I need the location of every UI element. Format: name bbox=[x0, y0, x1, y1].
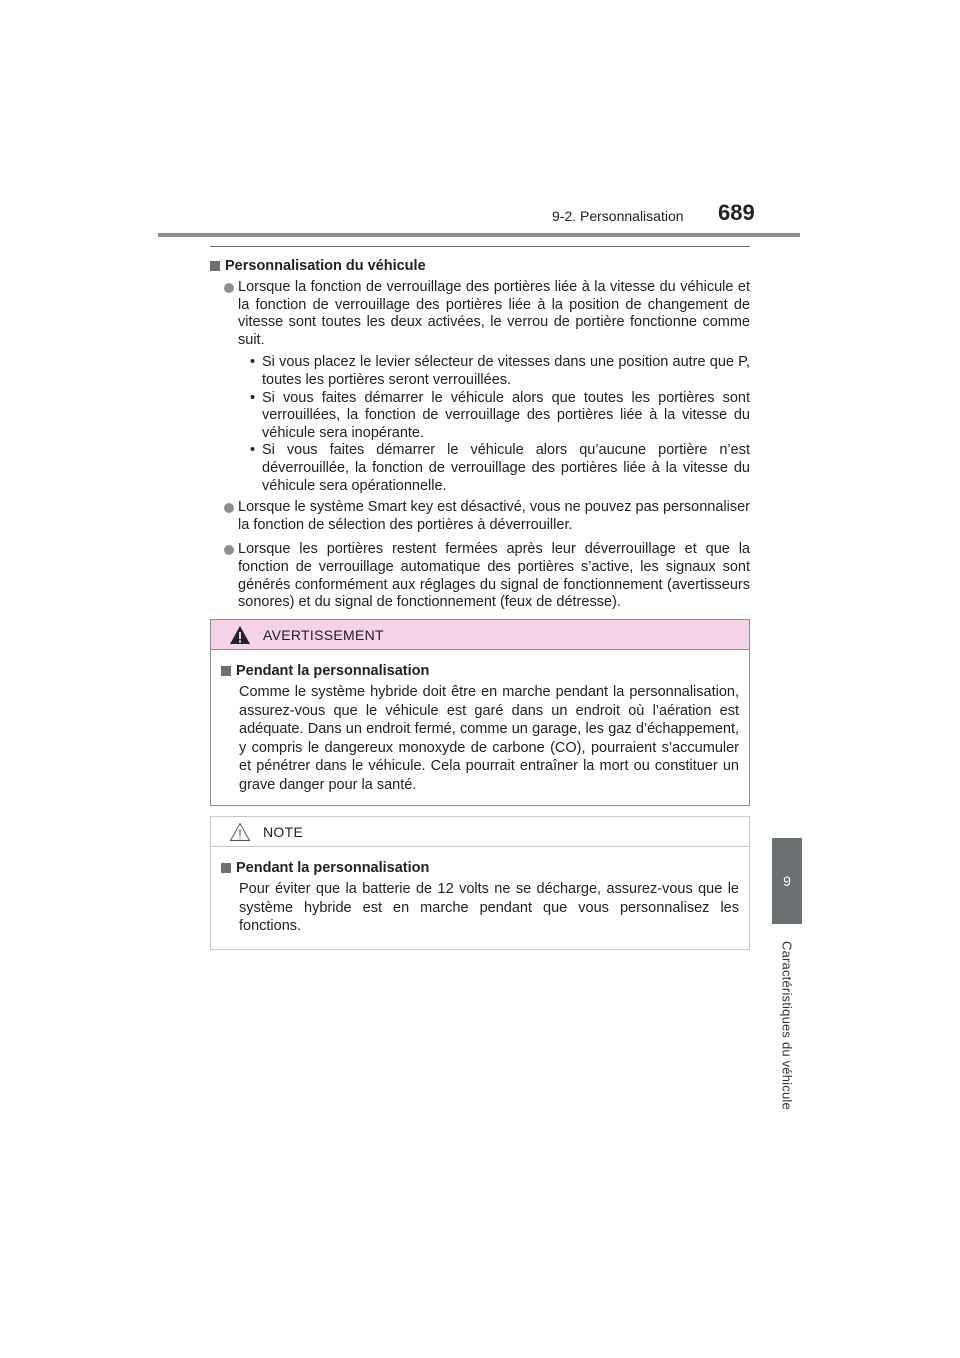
caution-triangle-icon bbox=[229, 822, 251, 842]
square-bullet-icon bbox=[210, 261, 220, 271]
header-section-title: 9-2. Personnalisation bbox=[552, 208, 684, 224]
note-title: NOTE bbox=[263, 823, 304, 840]
warning-header bbox=[211, 620, 749, 650]
dot-marker: • bbox=[250, 389, 256, 406]
bullet-item bbox=[210, 279, 750, 349]
sub-bullet-item bbox=[250, 390, 750, 443]
note-heading-text: Pendant la personnalisation bbox=[236, 860, 430, 876]
sub-bullet-text: Si vous faites démarrer le véhicule alors qu’aucune portière n’est déverrouillée, la fonction de verrouillage des portières liée à la vitesse du véhicule sera opérationnelle. bbox=[262, 442, 750, 494]
sub-bullet-text: Si vous placez le levier sélecteur de vitesses dans une position autre que P, toutes les portières seront verrouillées. bbox=[262, 354, 750, 388]
note-box bbox=[210, 816, 750, 950]
sub-bullet-list bbox=[210, 354, 750, 495]
warning-box bbox=[210, 619, 750, 806]
warning-heading bbox=[221, 662, 739, 680]
content-rule bbox=[210, 246, 750, 247]
section-heading bbox=[210, 257, 750, 275]
sub-bullet-text: Si vous faites démarrer le véhicule alors que toutes les portières sont verrouillées, la fonction de verrouillage des portières liée à la vitesse du véhicule sera inopérante. bbox=[262, 389, 750, 441]
warning-triangle-icon bbox=[229, 625, 251, 645]
sub-bullet-item bbox=[250, 354, 750, 389]
warning-body bbox=[211, 650, 749, 795]
note-text: Pour éviter que la batterie de 12 volts ne se décharge, assurez-vous que le système hybride est en marche pendant que vous personnalisez les fonctions. bbox=[239, 881, 739, 935]
warning-title: AVERTISSEMENT bbox=[263, 626, 384, 643]
dot-marker: • bbox=[250, 442, 256, 459]
page-number: 689 bbox=[718, 200, 755, 225]
section-heading-text: Personnalisation du véhicule bbox=[225, 258, 426, 274]
note-heading bbox=[221, 859, 739, 877]
bullet-text: Lorsque le système Smart key est désactivé, vous ne pouvez pas personnaliser la fonction de sélection des portières à déverrouiller. bbox=[238, 499, 750, 533]
round-bullet-icon bbox=[224, 283, 234, 293]
dot-marker: • bbox=[250, 354, 256, 371]
round-bullet-icon bbox=[224, 545, 234, 555]
square-bullet-icon bbox=[221, 863, 231, 873]
main-content bbox=[210, 246, 750, 612]
chapter-tab-number: 9 bbox=[772, 838, 802, 924]
warning-heading-text: Pendant la personnalisation bbox=[236, 663, 430, 679]
chapter-tab-label-text: Caractéristiques du véhicule bbox=[779, 940, 795, 1110]
round-bullet-icon bbox=[224, 503, 234, 513]
chapter-tab-label bbox=[772, 930, 802, 1120]
bullet-text: Lorsque la fonction de verrouillage des portières liée à la vitesse du véhicule et la fonction de verrouillage des portières liée à la position de changement de vitesse sont toutes les deux activées, le verrou de portière fonctionne comme suit. bbox=[238, 279, 750, 348]
warning-text: Comme le système hybride doit être en marche pendant la personnalisation, assurez-vous que le véhicule est garé dans un endroit où l’aération est adéquate. Dans un endroit fermé, comme un garage, les gaz d’échappement, y compris le dangereux monoxyde de carbone (CO), pourraient s’accumuler et pénétrer dans le véhicule. Cela pourrait entraîner la mort ou constituer un grave danger pour la santé. bbox=[239, 684, 739, 793]
sub-bullet-item bbox=[250, 442, 750, 495]
bullet-item bbox=[210, 541, 750, 611]
header-rule bbox=[158, 233, 800, 237]
note-header bbox=[211, 817, 749, 847]
square-bullet-icon bbox=[221, 666, 231, 676]
bullet-item bbox=[210, 499, 750, 534]
note-body bbox=[211, 847, 749, 936]
bullet-text: Lorsque les portières restent fermées après leur déverrouillage et que la fonction de verrouillage automatique des portières s’active, les signaux sont générés conformément aux réglages du signal de fonctionnement (avertisseurs sonores) et du signal de fonctionnement (feux de détresse). bbox=[238, 541, 750, 611]
